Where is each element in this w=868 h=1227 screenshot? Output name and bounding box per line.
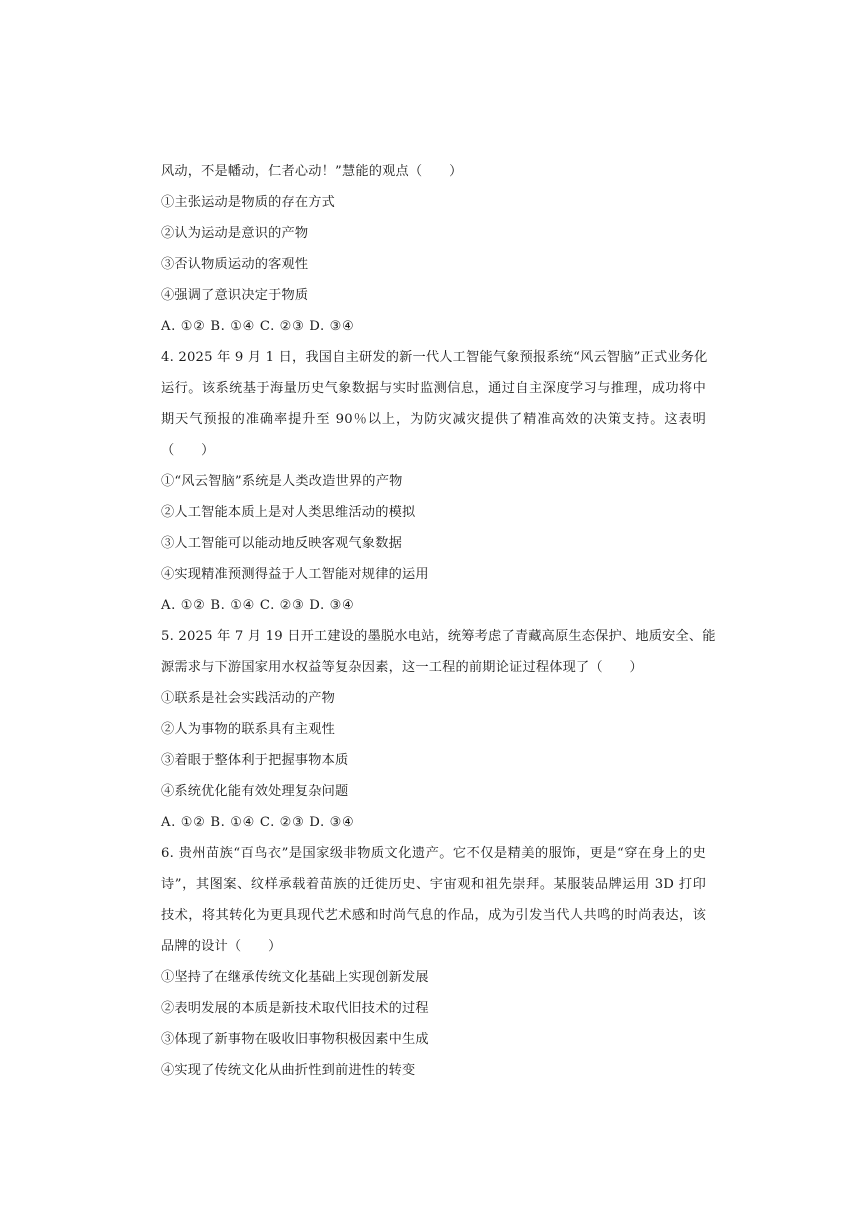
q4-option-3: ③人工智能可以能动地反映客观气象数据 <box>161 536 402 551</box>
q6-option-4: ④实现了传统文化从曲折性到前进性的转变 <box>161 1063 416 1078</box>
q5-option-3: ③着眼于整体利于把握事物本质 <box>161 753 349 768</box>
q4-option-4: ④实现精准预测得益于人工智能对规律的运用 <box>161 567 429 582</box>
q4-stem-line-4: （ ） <box>161 443 215 458</box>
q6-stem-line-1: 6. 贵州苗族“百鸟衣”是国家级非物质文化遗产。它不仅是精美的服饰，更是“穿在身上的史 <box>161 846 706 861</box>
q3-stem-tail: 风动，不是幡动，仁者心动！”慧能的观点（ ） <box>161 164 463 179</box>
q5-option-2: ②人为事物的联系具有主观性 <box>161 722 336 737</box>
q6-option-2: ②表明发展的本质是新技术取代旧技术的过程 <box>161 1001 429 1016</box>
q5-answer-choices: A. ①② B. ①④ C. ②③ D. ③④ <box>161 815 355 830</box>
q5-option-1: ①联系是社会实践活动的产物 <box>161 691 336 706</box>
q5-stem-line-1: 5. 2025 年 7 月 19 日开工建设的墨脱水电站，统筹考虑了青藏高原生态保护、地质安全、能 <box>161 629 716 644</box>
q3-answer-choices: A. ①② B. ①④ C. ②③ D. ③④ <box>161 319 355 334</box>
q6-stem-line-3: 技术，将其转化为更具现代艺术感和时尚气息的作品，成为引发当代人共鸣的时尚表达，该 <box>161 908 706 923</box>
q4-stem-line-1: 4. 2025 年 9 月 1 日，我国自主研发的新一代人工智能气象预报系统“风云智脑”正式业务化 <box>161 350 708 365</box>
q3-option-1: ①主张运动是物质的存在方式 <box>161 195 336 210</box>
q3-option-4: ④强调了意识决定于物质 <box>161 288 309 303</box>
q6-option-1: ①坚持了在继承传统文化基础上实现创新发展 <box>161 970 429 985</box>
q4-stem-line-2: 运行。该系统基于海量历史气象数据与实时监测信息，通过自主深度学习与推理，成功将中 <box>161 381 706 396</box>
q3-option-2: ②认为运动是意识的产物 <box>161 226 309 241</box>
q4-option-2: ②人工智能本质上是对人类思维活动的模拟 <box>161 505 416 520</box>
q4-answer-choices: A. ①② B. ①④ C. ②③ D. ③④ <box>161 598 355 613</box>
q6-option-3: ③体现了新事物在吸收旧事物积极因素中生成 <box>161 1032 429 1047</box>
q6-stem-line-4: 品牌的设计（ ） <box>161 939 282 954</box>
question-content <box>161 156 716 1086</box>
q6-stem-line-2: 诗”，其图案、纹样承载着苗族的迁徙历史、宇宙观和祖先崇拜。某服装品牌运用 3D 打印 <box>161 877 706 892</box>
q3-option-3: ③否认物质运动的客观性 <box>161 257 309 272</box>
q5-stem-line-2: 源需求与下游国家用水权益等复杂因素，这一工程的前期论证过程体现了（ ） <box>161 660 643 675</box>
q5-option-4: ④系统优化能有效处理复杂问题 <box>161 784 349 799</box>
q4-option-1: ①“风云智脑”系统是人类改造世界的产物 <box>161 474 403 489</box>
q4-stem-line-3: 期天气预报的准确率提升至 90％以上，为防灾减灾提供了精准高效的决策支持。这表明 <box>161 412 706 427</box>
